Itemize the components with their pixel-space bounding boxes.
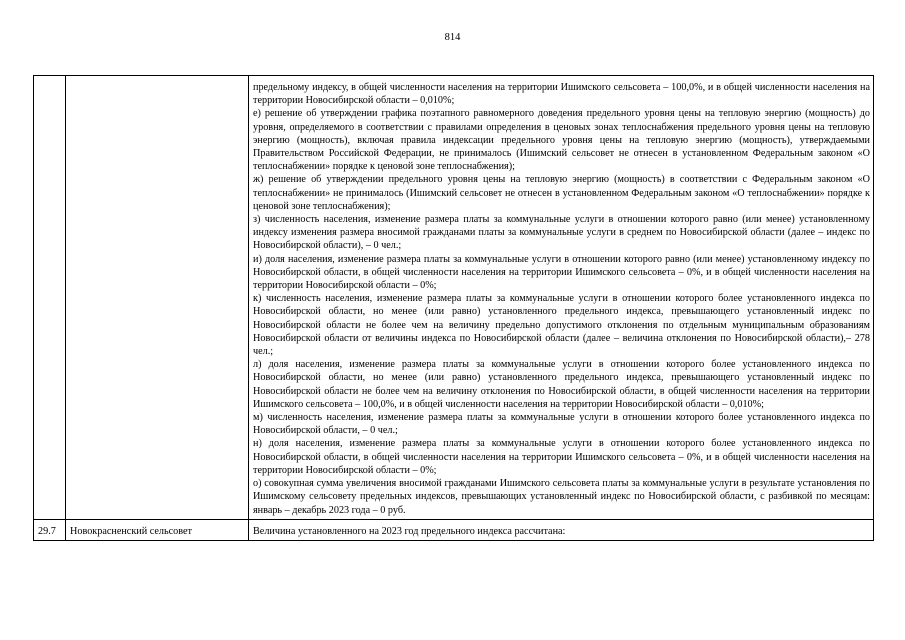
paragraph: Величина установленного на 2023 год предельного индекса рассчитана: — [253, 525, 566, 537]
municipality-name-cell — [66, 76, 249, 520]
table-row — [34, 76, 874, 520]
page-number: 814 — [444, 32, 461, 43]
document-table — [33, 75, 874, 541]
paragraph-k: к) численность населения, изменение размера платы за коммунальные услуги в отношении которого более установленного индекса по Новосибирской области, но менее (или равно) установленного предельного индекса, превышающего установленный индекс по Новосибирской области не более чем на величину предельно допустимого отклонения по отдельным муниципальным образованиям Новосибирской области от величины индекса по Новосибирской области (далее – величина отклонения по Новосибирской области),– 278 чел.; — [253, 293, 870, 358]
paragraph-i: и) доля населения, изменение размера платы за коммунальные услуги в отношении которого равно (или менее) установленному индексу по Новосибирской области, в общей численности населения на территории Ишимского сельсовета – 0%, и в общей численности населения на территории Новосибирской области – 0%; — [253, 253, 870, 292]
paragraph: предельному индексу, в общей численности населения на территории Ишимского сельсовета – 100,0%, и в общей численности населения на территории Новосибирской области – 0,010%; — [253, 82, 870, 107]
paragraph-zh: ж) решение об утверждении предельного уровня цены на тепловую энергию (мощность) в соответствии с Федеральным законом «О теплоснабжении» не принималось (Ишимский сельсовет не отнесен в установленном Федеральным законом «О теплоснабжении» порядке к ценовой зоне теплоснабжения); — [253, 174, 870, 212]
paragraph-n: н) доля населения, изменение размера платы за коммунальные услуги в отношении которого более установленного индекса по Новосибирской области, в общей численности населения на территории Ишимского сельсовета – 0%, и в общей численности населения на территории Новосибирской области – 0%; — [253, 438, 870, 476]
description-cell — [249, 519, 874, 540]
description-cell — [249, 76, 874, 520]
row-number-cell — [34, 76, 66, 520]
paragraph-m: м) численность населения, изменение размера платы за коммунальные услуги в отношении которого более установленного индекса по Новосибирской области, – 0 чел.; — [253, 412, 870, 437]
table-row — [34, 519, 874, 540]
paragraph-e: е) решение об утверждении графика поэтапного равномерного доведения предельного уровня цены на тепловую энергию (мощность) до уровня, определяемого в соответствии с правилами определения в ценовых зонах теплоснабжения предельного уровня цены на тепловую энергию (мощность), включая правила индексации предельного уровня цены на тепловую энергию (мощность), утверждаемыми Правительством Российской Федерации, не принималось (Ишимский сельсовет не отнесен в установленном Федеральным законом «О теплоснабжении» порядке к ценовой зоне теплоснабжения); — [253, 108, 870, 173]
row-number-cell: 29.7 — [34, 519, 66, 540]
paragraph-o: о) совокупная сумма увеличения вносимой гражданами Ишимского сельсовета платы за коммунальные услуги в результате установления по Ишимскому сельсовету предельных индексов, превышающих установленный индекс по Новосибирской области, с разбивкой по месяцам: январь – декабрь 2023 года – 0 руб. — [253, 478, 870, 516]
paragraph-z: з) численность населения, изменение размера платы за коммунальные услуги в отношении которого равно (или менее) установленному индексу изменения размера вносимой гражданами платы за коммунальные услуги в среднем по Новосибирской области (далее – индекс по Новосибирской области), – 0 чел.; — [253, 214, 870, 252]
paragraph-l: л) доля населения, изменение размера платы за коммунальные услуги в отношении которого более установленного индекса по Новосибирской области, но менее (или равно) установленного предельного индекса, превышающего установленный индекс по Новосибирской области не более чем на величину отклонения по Новосибирской области, в общей численности населения на территории Ишимского сельсовета – 100,0%, и в общей численности населения на территории Новосибирской области – 0,010%; — [253, 359, 870, 410]
municipality-name-cell: Новокрасненский сельсовет — [66, 519, 249, 540]
